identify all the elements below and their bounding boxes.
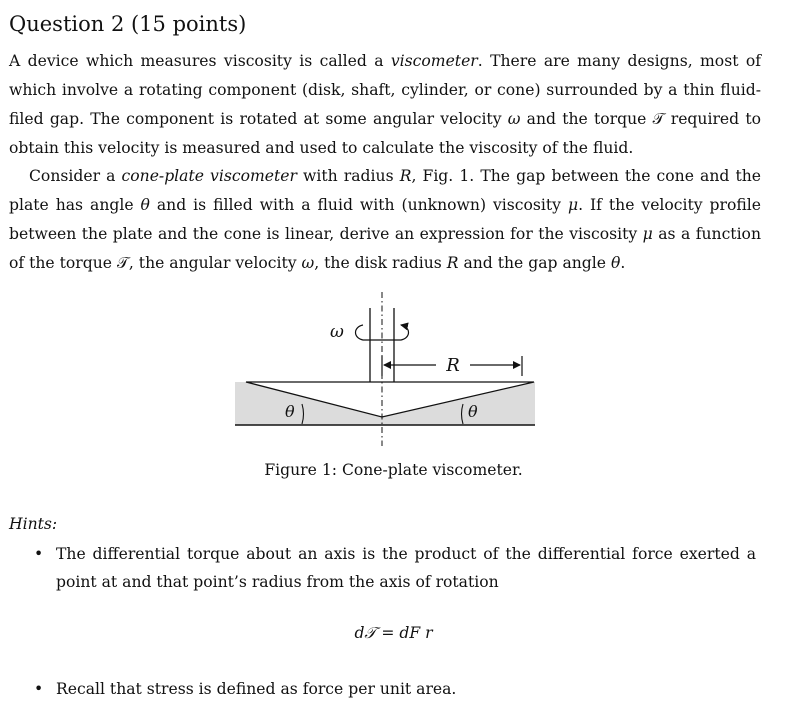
torque-equation: d𝒯 = dF r (354, 624, 433, 642)
radius-label: R (446, 355, 460, 376)
question-title: Question 2 (15 points) (9, 12, 247, 36)
intro-text: required to obtain this velocity is measured and used to calculate the viscosity of the fluid. (9, 110, 761, 157)
mu-symbol: μ (567, 196, 579, 214)
intro-text: A device which measures viscosity is called a (9, 52, 391, 70)
theta-left-label: θ (285, 402, 295, 421)
theta-right-label: θ (468, 402, 478, 421)
torque-symbol: 𝒯 (652, 110, 665, 128)
omega-label: ω (330, 322, 344, 342)
radius-symbol: R (399, 167, 412, 185)
problem-text: . (620, 254, 626, 272)
hints-label: Hints: (9, 515, 58, 533)
omega-symbol: ω (507, 110, 521, 128)
cone-plate-figure (230, 290, 540, 450)
intro-paragraph (9, 47, 761, 163)
problem-text: with radius (296, 167, 400, 185)
intro-text: . There are many designs, most of which involve a rotating component (disk, shaft, cylinder, or cone) surrounded by a thin fluid-filed gap. The component is rotated at some angular velocity (9, 52, 761, 128)
intro-text: and the torque (520, 110, 653, 128)
radius-symbol: R (446, 254, 459, 272)
figure-caption: Figure 1: Cone-plate viscometer. (264, 461, 523, 479)
cone-plate-term: cone-plate viscometer (121, 167, 297, 185)
problem-text: . If the velocity profile between the plate and the cone is linear, derive an expression for the viscosity (9, 196, 761, 243)
problem-text: and the gap angle (458, 254, 611, 272)
theta-symbol: θ (610, 254, 621, 272)
problem-text: , the angular velocity (128, 254, 302, 272)
cone-plate-diagram (230, 290, 540, 450)
problem-text: and is filled with a fluid with (unknown) viscosity (149, 196, 568, 214)
mu-symbol: μ (642, 225, 653, 243)
torque-symbol: 𝒯 (116, 254, 129, 272)
problem-text: , the disk radius (314, 254, 447, 272)
viscometer-term: viscometer (390, 52, 478, 70)
hint-item: • Recall that stress is defined as force per unit area. (56, 675, 756, 703)
problem-text: as a function of the torque (9, 225, 761, 272)
omega-symbol: ω (301, 254, 315, 272)
problem-text: , Fig. 1. The gap between the cone and the plate has angle (9, 167, 762, 214)
theta-symbol: θ (140, 196, 150, 214)
hint-item: • The differential torque about an axis is the product of the differential force exerted a point at and that point’s radius from the axis of rotation (56, 540, 756, 596)
problem-paragraph (9, 162, 761, 278)
problem-text: Consider a (29, 167, 122, 185)
